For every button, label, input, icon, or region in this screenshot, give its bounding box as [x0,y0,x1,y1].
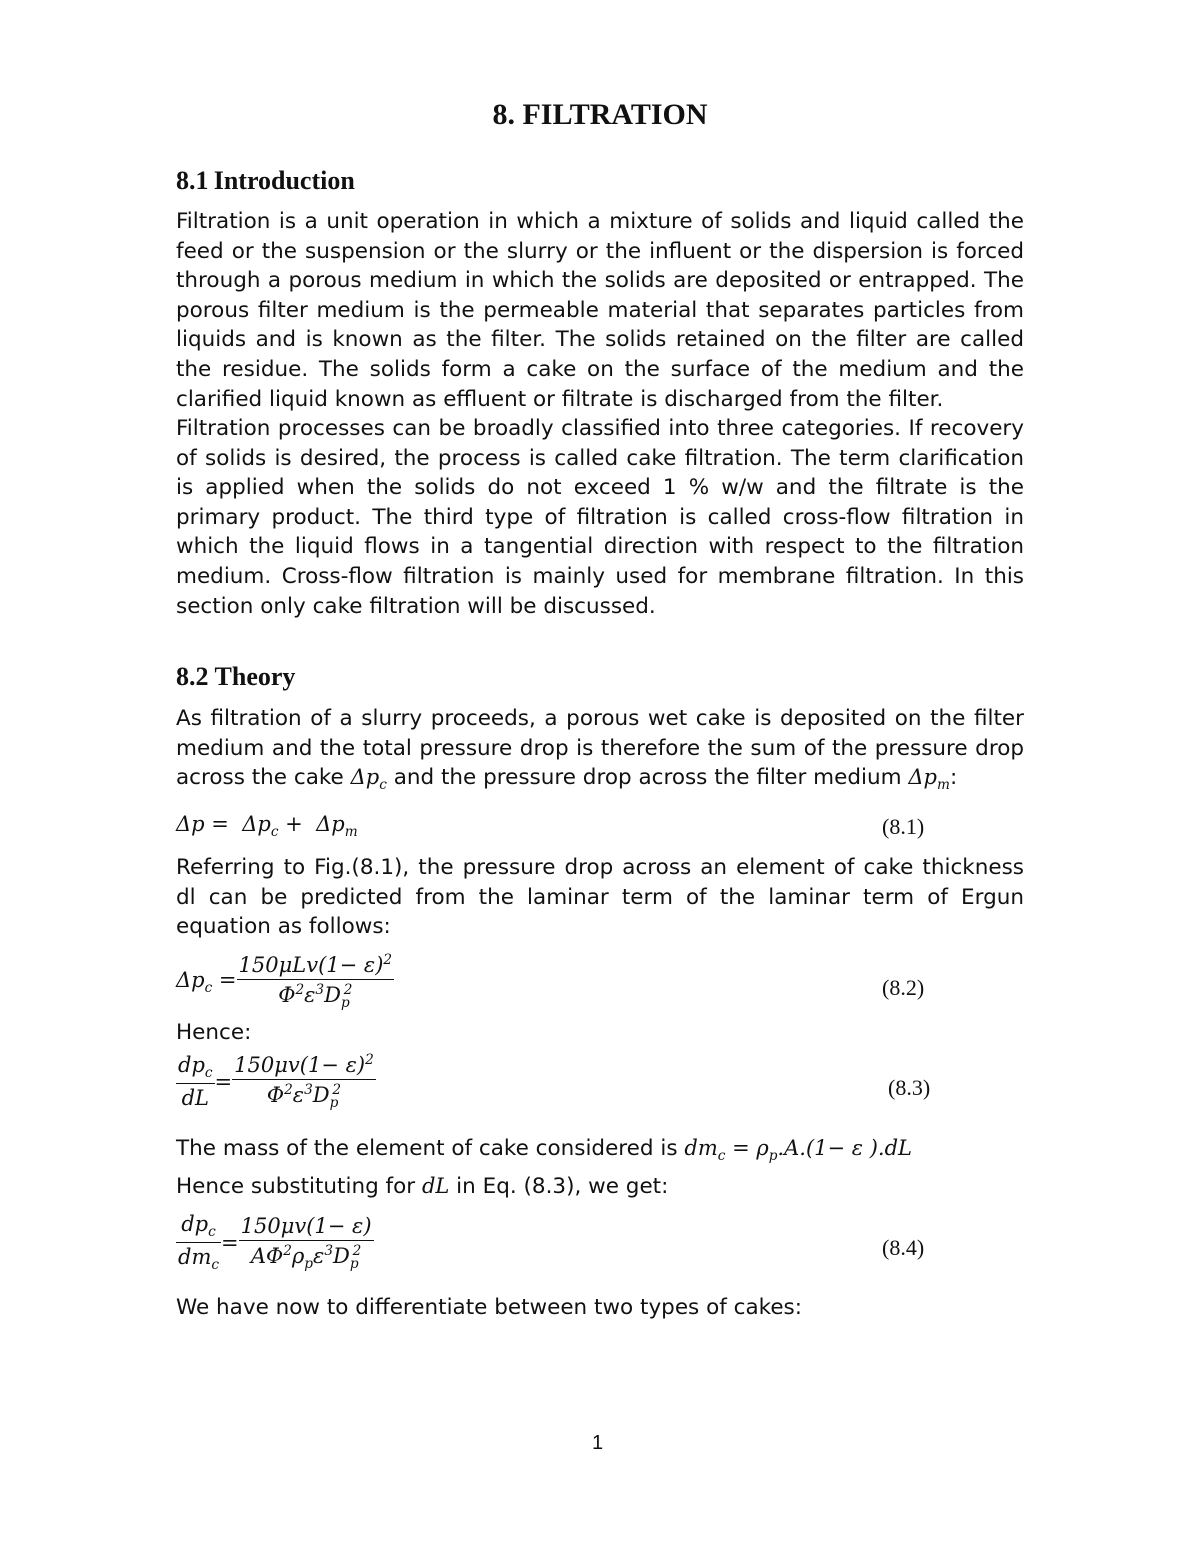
intro-paragraph-2-text: Filtration processes can be broadly classified into three categories. If recovery of solids is desired, the process is called cake filtration. The term clarification is applied when the solids do not exceed 1 % w/w and the filtrate is the primary product. The third type of filtration is called cross-flow filtration in which the liquid flows in a tangential direction with respect to the filtration medium. Cross-flow filtration is mainly used for membrane filtration. In this section only cake filtration will be discussed. [176,416,1024,619]
symbol-delta-pm: $\Delta p_m$ [908,765,950,794]
equation-8-4-number: (8.4) [882,1235,925,1260]
theory-paragraph-1-end: : [949,765,958,791]
intro-paragraph-2 [176,414,1024,621]
symbol-delta-pc: $\Delta p_c$ [350,765,387,794]
chapter-title: 8. FILTRATION [492,98,708,131]
mass-element-line [176,1136,912,1164]
equation-8-3-number: (8.3) [888,1075,931,1100]
equation-8-1-number: (8.1) [882,814,925,839]
mass-element-formula: $dm_c = \rho_p.A.(1- \varepsilon$ ).dL [684,1136,912,1165]
equation-8-2: $\Delta p_c$ = $\frac{150\mu Lv(1- \varepsilon)^2}{\Phi^2\varepsilon^3D_p^2}$ [176,952,393,1012]
intro-paragraph-1 [176,207,1024,414]
section-heading-introduction: 8.1 Introduction [176,166,355,195]
equation-8-2-number: (8.2) [882,975,925,1000]
hence-label: Hence: [176,1020,252,1045]
theory-paragraph-2-text: Referring to Fig.(8.1), the pressure drop across an element of cake thickness dl can be predicted from the laminar term of the laminar term of Ergun equation as follows: [176,855,1024,940]
theory-paragraph-2 [176,853,1024,942]
theory-paragraph-1 [176,704,1024,801]
theory-paragraph-1-mid: and the pressure drop across the filter medium [386,765,909,791]
section-heading-theory: 8.2 Theory [176,662,296,691]
mass-element-text: The mass of the element of cake considered is [176,1136,685,1161]
theory-paragraph-1-start: As filtration of a slurry proceeds, a porous wet cake is deposited on the filter medium and the total pressure drop is therefore the sum of the pressure drop across the cake [176,706,1024,791]
equation-8-3: $\frac{dp_c}{dL}$ = $\frac{150\mu v(1- \varepsilon)^2}{\Phi^2\varepsilon^3D_p^2}$ [178,1052,374,1112]
substitution-line [176,1174,668,1199]
equation-8-1: $\Delta p = \Delta p_c + \Delta p_m$ [176,812,358,841]
closing-sentence: We have now to differentiate between two types of cakes: [176,1295,802,1320]
equation-8-4: $\frac{dp_c}{dm_c}$ = $\frac{150\mu v(1- \varepsilon)}{A\Phi^2\rho_p\varepsilon^3D_p^2}$ [178,1212,372,1274]
symbol-dL: dL [421,1174,450,1198]
page-number: 1 [592,1432,604,1454]
intro-paragraph-1-text: Filtration is a unit operation in which a mixture of solids and liquid called the feed or the suspension or the slurry or the influent or the dispersion is forced through a porous medium in which the solids are deposited or entrapped. The porous filter medium is the permeable material that separates particles from liquids and is known as the filter. The solids retained on the filter are called the residue. The solids form a cake on the surface of the medium and the clarified liquid known as effluent or filtrate is discharged from the filter. [176,209,1024,412]
substitution-text-end: in Eq. (8.3), we get: [449,1174,669,1199]
theory-paragraph-1-text [176,704,1024,801]
substitution-text-start: Hence substituting for [176,1174,422,1199]
